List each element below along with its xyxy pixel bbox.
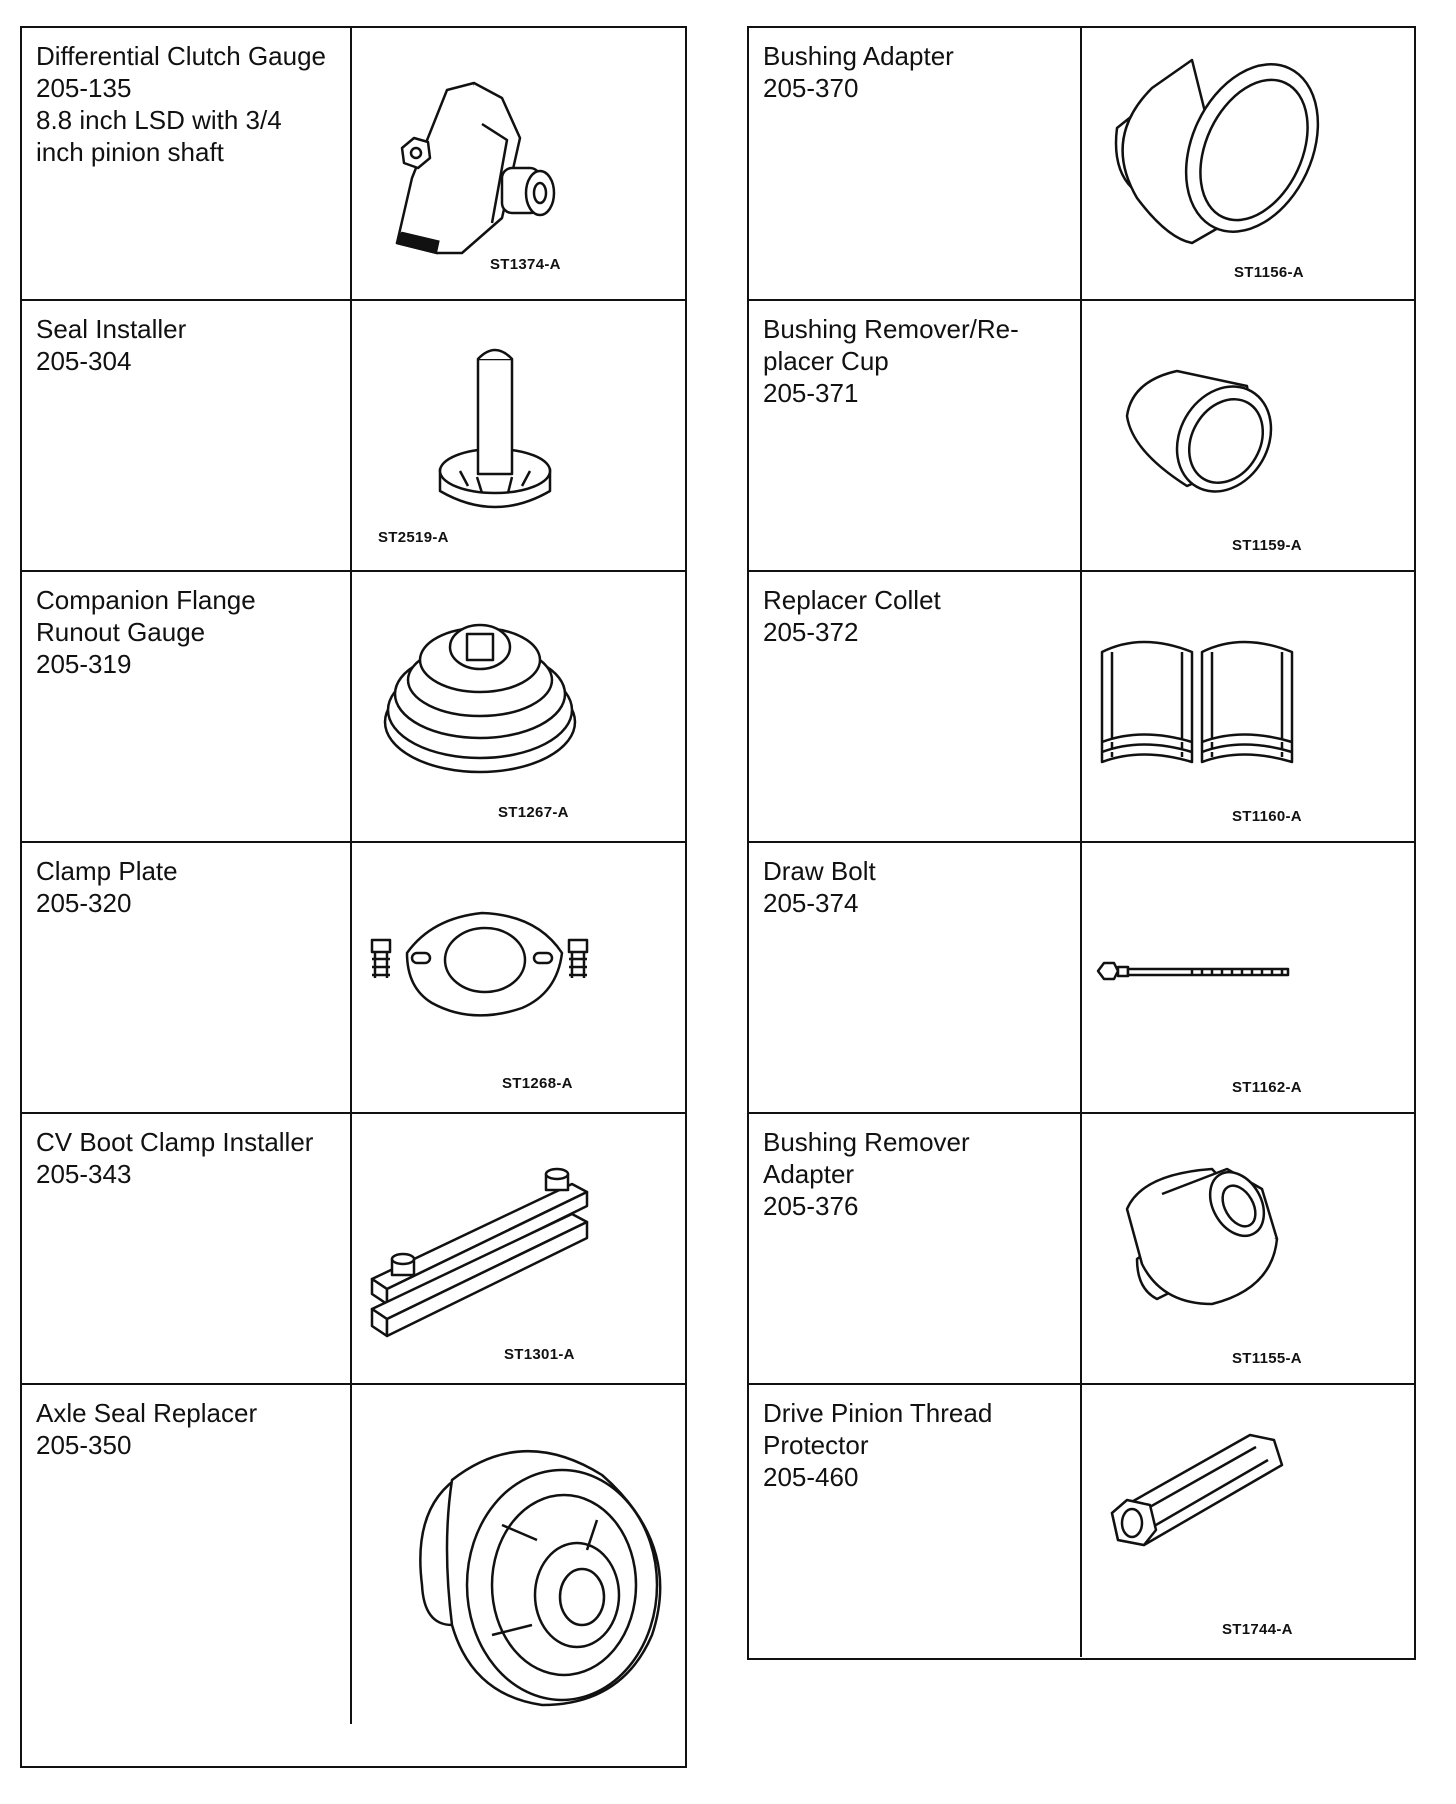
tool-row [22,841,685,1112]
tool-name: Draw Bolt [763,856,876,886]
figure-code: ST1268-A [502,1075,573,1092]
tool-row [22,1112,685,1383]
figure-code: ST1159-A [1232,537,1302,554]
tool-number: 205-135 [36,73,132,103]
tool-description [749,572,1082,841]
clamp-plate-icon [352,843,682,1112]
tool-description [749,843,1082,1112]
tool-illustration [1082,1385,1414,1657]
tool-illustration [1082,28,1414,299]
tool-name: Drive Pinion Thread [763,1398,993,1428]
figure-code: ST1162-A [1232,1079,1302,1096]
tool-number: 205-371 [763,378,859,408]
tool-name: Protector [763,1430,869,1460]
tool-name: Runout Gauge [36,617,206,647]
draw-bolt-icon [1082,843,1412,1112]
tool-number: 205-370 [763,73,859,103]
tool-row [22,299,685,570]
tool-description [749,1385,1082,1657]
tool-name: Bushing Adapter [763,41,954,71]
tool-note: 8.8 inch LSD with 3/4 [36,105,282,135]
tool-description [22,843,352,1112]
figure-code: ST1156-A [1234,264,1304,281]
tool-row [22,28,685,299]
tool-number: 205-376 [763,1191,859,1221]
tool-row [749,299,1414,570]
tool-number: 205-460 [763,1462,859,1492]
replacer-collet-icon [1082,572,1412,841]
tool-note: inch pinion shaft [36,137,224,167]
tool-illustration [352,301,685,570]
tool-name: CV Boot Clamp Installer [36,1127,314,1157]
tool-illustration [1082,572,1414,841]
axle-seal-replacer-icon [352,1385,682,1724]
figure-code: ST1374-A [490,256,561,273]
tool-number: 205-320 [36,888,132,918]
thread-protector-icon [1082,1385,1412,1657]
tool-name: Adapter [763,1159,855,1189]
tool-description [22,1385,352,1724]
tool-description [749,1114,1082,1383]
figure-code: ST1267-A [498,804,569,821]
tool-name: Differential Clutch Gauge [36,41,327,71]
tool-illustration [352,28,685,299]
cv-boot-clamp-installer-icon [352,1114,682,1383]
tool-description [749,301,1082,570]
tool-description [22,1114,352,1383]
tool-description [22,301,352,570]
tool-row [749,1112,1414,1383]
tool-name: Axle Seal Replacer [36,1398,258,1428]
runout-gauge-icon [352,572,682,841]
figure-code: ST1744-A [1222,1621,1293,1638]
tool-description [749,28,1082,299]
tool-name: Bushing Remover [763,1127,970,1157]
tool-name: Bushing Remover/Re- [763,314,1019,344]
bushing-adapter-icon [1082,28,1412,297]
tool-number: 205-304 [36,346,132,376]
tool-description [22,28,352,299]
tool-name: Replacer Collet [763,585,941,615]
tool-illustration [1082,843,1414,1112]
special-tools-table-left [20,26,687,1768]
tool-name: Seal Installer [36,314,187,344]
tool-number: 205-374 [763,888,859,918]
tool-row [749,570,1414,841]
tool-number: 205-350 [36,1430,132,1460]
tool-row [22,1383,685,1724]
figure-code: ST1155-A [1232,1350,1302,1367]
tool-row [749,28,1414,299]
tool-name: placer Cup [763,346,889,376]
tool-number: 205-319 [36,649,132,679]
figure-code: ST2519-A [378,529,449,546]
tool-illustration [352,843,685,1112]
tool-row [749,1383,1414,1657]
tool-illustration [1082,301,1414,570]
special-tools-table-right [747,26,1416,1660]
tool-name: Clamp Plate [36,856,178,886]
tool-illustration [352,1114,685,1383]
bushing-remover-adapter-icon [1082,1114,1412,1383]
replacer-cup-icon [1082,301,1412,570]
tool-illustration [352,1385,685,1724]
tool-illustration [1082,1114,1414,1383]
tool-row [22,570,685,841]
tool-illustration [352,572,685,841]
figure-code: ST1160-A [1232,808,1302,825]
tool-name: Companion Flange [36,585,256,615]
tool-number: 205-372 [763,617,859,647]
tool-row [749,841,1414,1112]
tool-description [22,572,352,841]
figure-code: ST1301-A [504,1346,575,1363]
tool-number: 205-343 [36,1159,132,1189]
